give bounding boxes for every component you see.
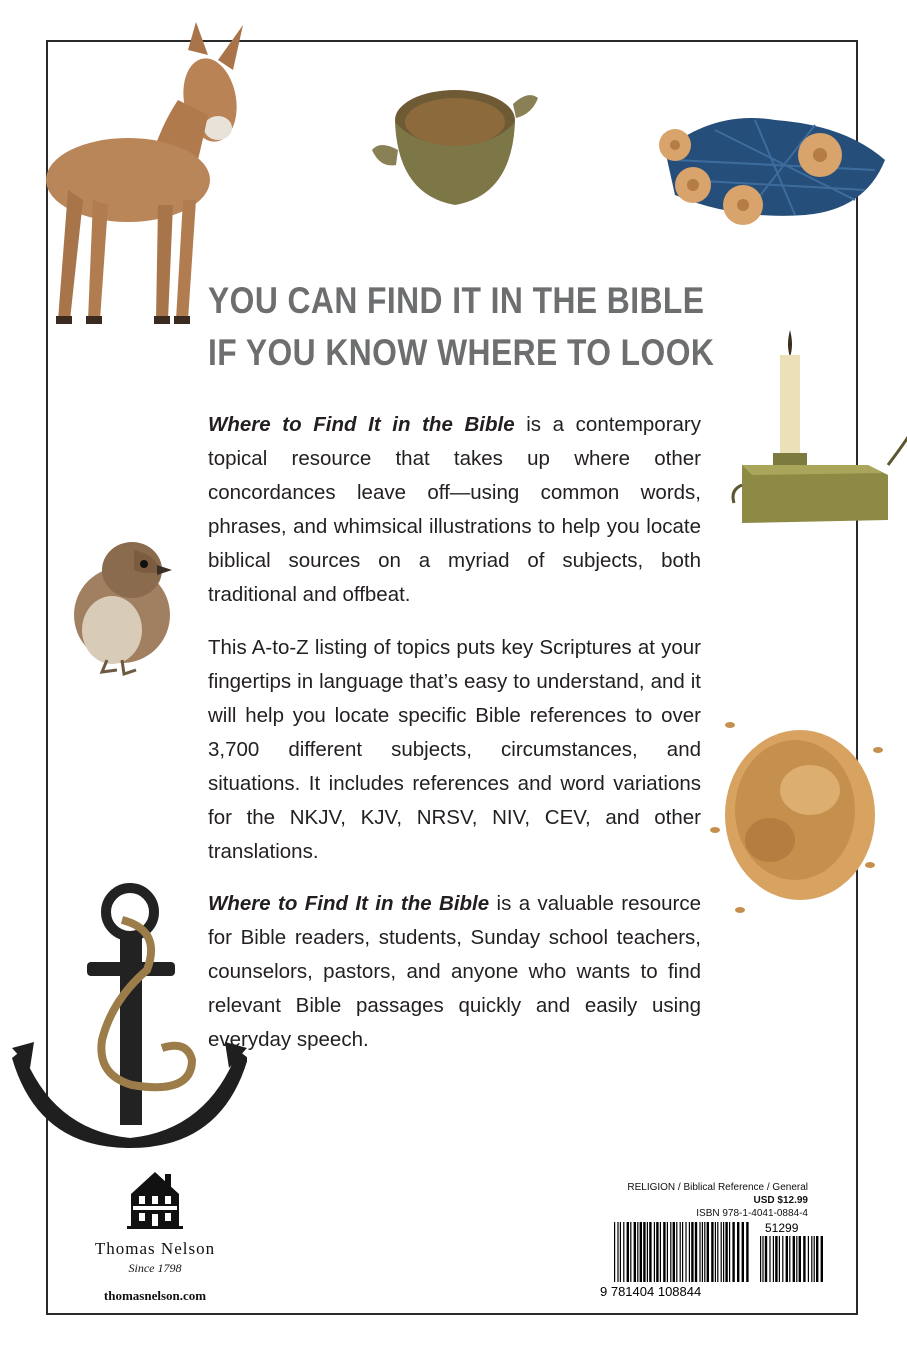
barcode-bar bbox=[782, 1236, 783, 1282]
barcode-bar bbox=[704, 1222, 705, 1282]
barcode-bar bbox=[682, 1222, 683, 1282]
barcode-bar bbox=[775, 1236, 777, 1282]
description-paragraph-3 bbox=[208, 887, 701, 1057]
barcode-bar bbox=[620, 1222, 621, 1282]
barcode-bar bbox=[742, 1222, 744, 1282]
paragraph-3-text: is a valuable resource for Bible readers, students, Sunday school teachers, counselors, pastors, and anyone who wants to find relevant Bible passages quickly and easily using everyday speech. bbox=[208, 892, 701, 1051]
wheat-grain-icon bbox=[700, 710, 890, 920]
barcode-bar bbox=[695, 1222, 697, 1282]
barcode-bar bbox=[637, 1222, 638, 1282]
barcode-bar bbox=[670, 1222, 671, 1282]
publisher-logo bbox=[70, 1168, 240, 1304]
barcode-bar bbox=[779, 1236, 780, 1282]
book-title-emphasis: Where to Find It in the Bible bbox=[208, 892, 490, 915]
sparrow-icon bbox=[62, 530, 172, 680]
barcode-bar bbox=[685, 1222, 686, 1282]
isbn: ISBN 978-1-4041-0884-4 bbox=[696, 1208, 808, 1219]
barcode-bar bbox=[793, 1236, 795, 1282]
barcode-bar bbox=[649, 1222, 651, 1282]
barcode-bar bbox=[717, 1222, 718, 1282]
barcode-bar bbox=[762, 1236, 763, 1282]
barcode-bar bbox=[660, 1222, 661, 1282]
barcode-number: 9 781404 108844 bbox=[600, 1284, 702, 1298]
house-logo-icon bbox=[125, 1168, 185, 1230]
headline-line-1: YOU CAN FIND IT IN THE BIBLE bbox=[208, 280, 705, 321]
barcode-bar bbox=[808, 1236, 809, 1282]
barcode-bar bbox=[676, 1222, 677, 1282]
barcode-bar bbox=[725, 1222, 727, 1282]
barcode-bar bbox=[614, 1222, 615, 1282]
isbn-barcode bbox=[600, 1222, 825, 1298]
barcode-bar bbox=[680, 1222, 681, 1282]
barcode-bar bbox=[656, 1222, 658, 1282]
barcode-bar bbox=[663, 1222, 665, 1282]
barcode-bar bbox=[689, 1222, 690, 1282]
barcode-bar bbox=[673, 1222, 675, 1282]
barcode-bar bbox=[711, 1222, 713, 1282]
barcode-bar bbox=[729, 1222, 730, 1282]
barcode-bar bbox=[799, 1236, 801, 1282]
barcode-bar bbox=[640, 1222, 642, 1282]
headline-line-2: IF YOU KNOW WHERE TO LOOK bbox=[208, 332, 715, 373]
barcode-info bbox=[588, 1181, 808, 1220]
barcode-bar bbox=[803, 1236, 805, 1282]
barcode-bar bbox=[789, 1236, 790, 1282]
barcode-bar bbox=[643, 1222, 645, 1282]
barcode-bar bbox=[773, 1236, 774, 1282]
barcode-bar bbox=[630, 1222, 631, 1282]
barcode-bar bbox=[617, 1222, 618, 1282]
barcode-bar bbox=[796, 1236, 797, 1282]
barcode-bar bbox=[721, 1222, 722, 1282]
paragraph-1-text: is a contemporary topical resource that takes up where other concordances leave off—using common words, phrases, and whimsical illustrations to help you locate biblical sources on a myriad of subjects, both traditional and offbeat. bbox=[208, 413, 702, 606]
barcode-bar bbox=[769, 1236, 770, 1282]
barcode-bar bbox=[821, 1236, 823, 1282]
barcode-bar bbox=[647, 1222, 648, 1282]
barcode-bar bbox=[654, 1222, 655, 1282]
fishing-net-icon bbox=[655, 90, 895, 230]
publisher-since: Since 1798 bbox=[128, 1261, 182, 1275]
barcode-bar bbox=[811, 1236, 812, 1282]
book-title-emphasis: Where to Find It in the Bible bbox=[208, 413, 515, 436]
barcode-bar bbox=[816, 1236, 818, 1282]
barcode-bar bbox=[627, 1222, 629, 1282]
barcode-bar bbox=[765, 1236, 767, 1282]
barcode-bar bbox=[786, 1236, 788, 1282]
barcode-bar bbox=[760, 1236, 761, 1282]
barcode-bar bbox=[707, 1222, 709, 1282]
barcode-bar bbox=[634, 1222, 636, 1282]
candle-holder-icon bbox=[728, 325, 907, 530]
description-paragraph-2: This A-to-Z listing of topics puts key Scriptures at your fingertips in language that’s easy to understand, and it will help you locate specific Bible references to over 3,700 different subjects, circumstances, and situations. It includes references and word variations for the NKJV, KJV, NRSV, NIV, CEV, and other translations. bbox=[208, 636, 701, 863]
barcode-bar bbox=[715, 1222, 716, 1282]
barcode-bar bbox=[723, 1222, 724, 1282]
description-paragraph-1 bbox=[208, 408, 701, 612]
barcode-bar bbox=[691, 1222, 693, 1282]
barcode-bar bbox=[732, 1222, 734, 1282]
price-code: 51299 bbox=[765, 1222, 799, 1235]
bisac-category: RELIGION / Biblical Reference / General bbox=[627, 1182, 808, 1193]
publisher-name: Thomas Nelson bbox=[94, 1239, 216, 1258]
barcode-bar bbox=[814, 1236, 815, 1282]
barcode-bar bbox=[667, 1222, 668, 1282]
barcode-bar bbox=[699, 1222, 700, 1282]
clay-pot-icon bbox=[370, 80, 540, 210]
barcode-bar bbox=[746, 1222, 748, 1282]
headline bbox=[208, 275, 715, 379]
barcode-bar bbox=[702, 1222, 703, 1282]
barcode-bar bbox=[623, 1222, 624, 1282]
price: USD $12.99 bbox=[753, 1195, 808, 1206]
barcode-bar bbox=[737, 1222, 739, 1282]
publisher-url: thomasnelson.com bbox=[103, 1288, 207, 1303]
